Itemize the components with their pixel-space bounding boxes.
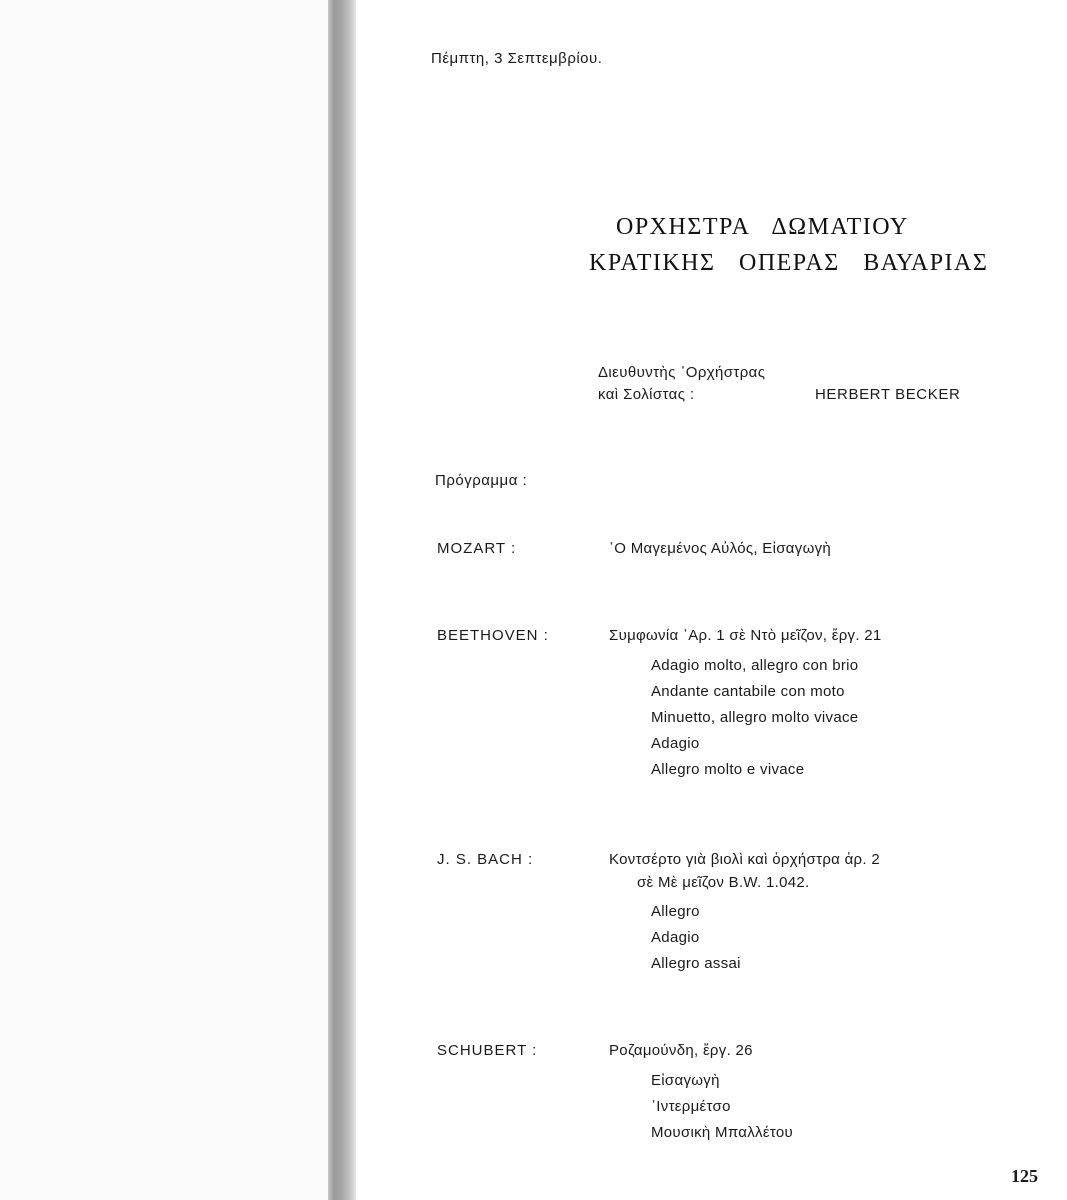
- left-page-blank: [0, 0, 328, 1200]
- conductor-label-line-2: καὶ Σολίστας :: [598, 386, 695, 403]
- composer-schubert: SCHUBERT :: [437, 1042, 538, 1059]
- movement-item: Adagio: [651, 735, 700, 752]
- title-line-2: ΚΡΑΤΙΚΗΣ ΟΠΕΡΑΣ ΒΑΥΑΡΙΑΣ: [589, 250, 989, 276]
- movement-item: Allegro: [651, 903, 700, 920]
- composer-bach: J. S. BACH :: [437, 851, 534, 868]
- movement-item: Adagio: [651, 929, 700, 946]
- conductor-label-line-1: Διευθυντὴς ᾿Ορχήστρας: [598, 364, 766, 381]
- right-page: [356, 0, 1067, 1200]
- page-number: 125: [1011, 1166, 1038, 1186]
- work-bach-continued: σὲ Μὲ μεῖζον B.W. 1.042.: [637, 874, 810, 891]
- work-mozart: ῾Ο Μαγεμένος Αὐλός, Εἰσαγωγὴ: [609, 540, 832, 557]
- movement-item: Allegro assai: [651, 955, 741, 972]
- movement-item: Μουσικὴ Μπαλλέτου: [651, 1124, 793, 1141]
- conductor-name: HERBERT BECKER: [815, 386, 961, 403]
- movement-item: Adagio molto, allegro con brio: [651, 657, 859, 674]
- program-label: Πρόγραμμα :: [435, 472, 528, 489]
- movement-item: Minuetto, allegro molto vivace: [651, 709, 859, 726]
- work-beethoven: Συμφωνία ᾿Αρ. 1 σὲ Ντὸ μεῖζον, ἔργ. 21: [609, 627, 882, 644]
- composer-beethoven: BEETHOVEN :: [437, 627, 549, 644]
- work-schubert: Ροζαμούνδη, ἔργ. 26: [609, 1042, 753, 1059]
- composer-mozart: MOZART :: [437, 540, 517, 557]
- movement-item: Εἰσαγωγὴ: [651, 1072, 720, 1089]
- concert-date: Πέμπτη, 3 Σεπτεμβρίου.: [431, 50, 603, 67]
- work-bach: Κοντσέρτο γιὰ βιολὶ καὶ ὀρχήστρα ἀρ. 2: [609, 851, 880, 868]
- movement-item: Allegro molto e vivace: [651, 761, 805, 778]
- movement-item: Andante cantabile con moto: [651, 683, 845, 700]
- movement-item: ᾿Ιντερμέτσο: [651, 1098, 731, 1115]
- title-line-1: ΟΡΧΗΣΤΡΑ ΔΩΜΑΤΙΟΥ: [616, 214, 909, 240]
- book-gutter: [328, 0, 356, 1200]
